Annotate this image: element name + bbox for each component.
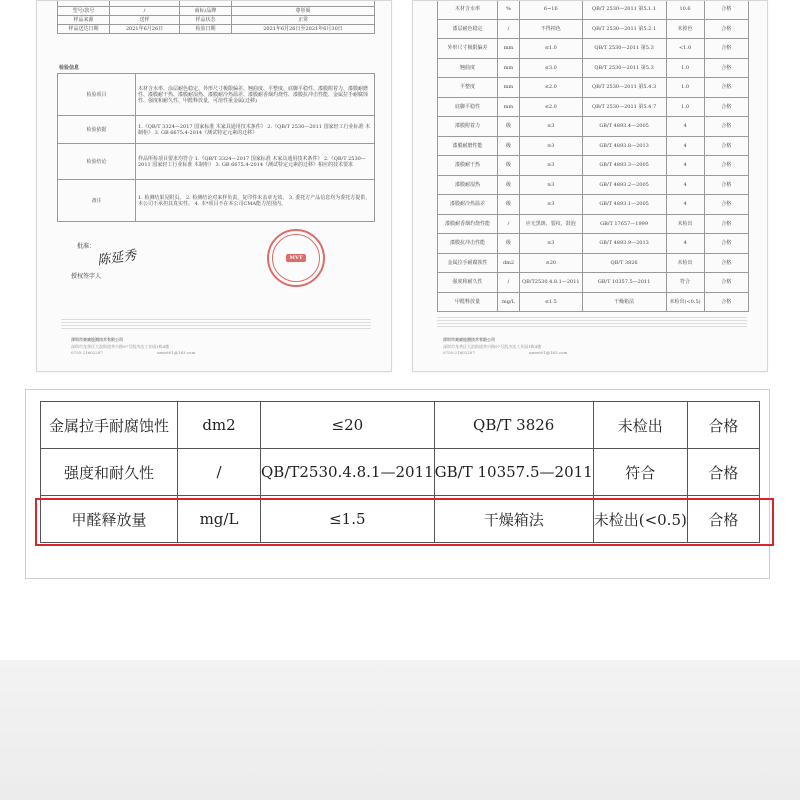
cell: 合格 [704, 175, 748, 195]
cell-verdict: 合格 [687, 449, 759, 496]
cell: 级 [498, 136, 520, 156]
table-row [438, 117, 749, 137]
table-row [438, 97, 749, 117]
cell: 漆膜耐香烟灼烧性能 [438, 214, 498, 234]
cell-value: 样品所检项目要求均符合 1.《QB/T 3324—2017 国家标准 木家具通用技术条件》 2.《QB/T 2530—2011 国家轻工行业标准 木制柜》 3. GB 6675.4-2014《测试特定元素的迁移》相应的技术要求 [136, 144, 375, 180]
cell: GB/T 4893.8—2013 [582, 136, 666, 156]
cell: ≤3.0 [520, 58, 583, 78]
cell: 样品送达日期 [58, 25, 110, 34]
table-row [438, 195, 749, 215]
cell: ≤20 [520, 253, 583, 273]
cell-requirement: QB/T2530.4.8.1—2011 [261, 449, 435, 496]
cell: 合格 [704, 273, 748, 293]
report-page-left [36, 0, 392, 372]
cell: mm [498, 97, 520, 117]
cell: ≤1.0 [520, 39, 583, 59]
footer-company: 深圳市麦威检测技术有限公司 [443, 337, 495, 342]
table-row [438, 175, 749, 195]
cell: ≤2.0 [520, 97, 583, 117]
cell-value: 木材含水率、涂层耐色稳定、外形尺寸极限偏差、翘曲度、平整度、底脚平稳性、漆膜附着力、漆膜耐磨性、漆膜耐干热、漆膜耐湿热、漆膜耐冷热温差、漆膜耐香烟灼烧性、漆膜抗冲击性能、金属拉手耐腐蚀性、强度和耐久性、甲醛释放量，可溶性重金属(迁移) [136, 74, 375, 116]
table-row [438, 39, 749, 59]
cell: % [498, 0, 520, 19]
cell: 合格 [704, 214, 748, 234]
cell: 1.0 [666, 58, 704, 78]
table-row [58, 116, 375, 144]
cell: 1.0 [666, 78, 704, 98]
divider [0, 618, 800, 660]
table-row [438, 156, 749, 176]
approve-label: 批准： [77, 243, 96, 250]
cell: 尊彤阁 [232, 7, 375, 16]
table-row [58, 25, 375, 34]
cell-result: 未检出(<0.5) [593, 496, 687, 543]
cell: 级 [498, 117, 520, 137]
table-row [438, 0, 749, 19]
cell: 合格 [704, 195, 748, 215]
cell: 漆膜耐冷热温差 [438, 195, 498, 215]
cell: / [498, 214, 520, 234]
cell: ≥3 [520, 117, 583, 137]
cell: 未检出 [666, 214, 704, 234]
cell: 符合 [666, 273, 704, 293]
table-row [438, 253, 749, 273]
signature: 陈延秀 [96, 248, 138, 269]
cell: 未掉色 [666, 19, 704, 39]
cell: ≥3 [520, 175, 583, 195]
table-row [438, 136, 749, 156]
cell: QB/T2530.4.8.1—2011 [520, 273, 583, 293]
cell: 正常 [232, 16, 375, 25]
cell: 合格 [704, 39, 748, 59]
cell: 合格 [704, 19, 748, 39]
cell: QB/T 2530—2011 第5.4.3 [582, 78, 666, 98]
cell: 合格 [704, 253, 748, 273]
cell: / [498, 273, 520, 293]
cell: 6~16 [520, 0, 583, 19]
cell: QB/T 2530—2011 第5.1.1 [582, 0, 666, 19]
stamp-logo: MVT [286, 254, 305, 262]
cell: ≥3 [520, 156, 583, 176]
cell-requirement: ≤20 [261, 402, 435, 449]
cell: mm [498, 58, 520, 78]
footer-phone: 0755-21602207 [71, 350, 103, 355]
cell-unit: dm2 [178, 402, 261, 449]
cell: dm2 [498, 253, 520, 273]
footer-phone: 0755-21602207 [443, 350, 475, 355]
cell: mm [498, 39, 520, 59]
cell: 商标/品牌 [180, 7, 232, 16]
cell: 漆膜耐磨性能 [438, 136, 498, 156]
cell: 级 [498, 195, 520, 215]
cell-verdict: 合格 [687, 402, 759, 449]
cell-value: 1. 检测结果见附页。 2. 检测结论对来样负责，复印件未盖章无效。 3. 委托方产品信息均为委托方提供，本公司不承担其真实性。 4. 本*项目不在本公司CMA能力范围内。 [136, 180, 375, 222]
cell: 合格 [704, 292, 748, 312]
cell-label: 检验结论 [58, 144, 136, 180]
cell: 应无黑斑、裂纹、鼓泡 [520, 214, 583, 234]
cell: GB/T 4893.2—2005 [582, 175, 666, 195]
cell: 漆膜附着力 [438, 117, 498, 137]
table-row [438, 292, 749, 312]
cell: 合格 [704, 117, 748, 137]
fine-print [61, 319, 371, 331]
cell: 合格 [704, 156, 748, 176]
cell-method: QB/T 3826 [434, 402, 593, 449]
footer-web: szmvt01@163.com [529, 350, 568, 355]
cell: 1.0 [666, 97, 704, 117]
cell: 底脚平稳性 [438, 97, 498, 117]
cell: 样品来源 [58, 16, 110, 25]
cell-result: 符合 [593, 449, 687, 496]
cell: 合格 [704, 234, 748, 254]
cell: / [498, 19, 520, 39]
results-table [437, 0, 749, 312]
cell: 4 [666, 136, 704, 156]
inspection-info-table [57, 73, 375, 222]
cell: 2021年6月26日 [110, 25, 180, 34]
cell-unit: / [178, 449, 261, 496]
table-row [58, 74, 375, 116]
cell: 10.6 [666, 0, 704, 19]
cell: QB/T 2530—2011 第5.3 [582, 39, 666, 59]
table-row [438, 214, 749, 234]
cell: 漆膜耐干热 [438, 156, 498, 176]
cell-unit: mg/L [178, 496, 261, 543]
cell: 级 [498, 175, 520, 195]
cell-requirement: ≤1.5 [261, 496, 435, 543]
footer-address: 深圳市龙华区大浪街道华兴路97号凯杰达工业园1栋4楼 [443, 344, 542, 349]
cell: 漆膜抗冲击性能 [438, 234, 498, 254]
report-page-right [412, 0, 768, 372]
cell-method: GB/T 10357.5—2011 [434, 449, 593, 496]
table-row [41, 496, 760, 543]
cell: 级 [498, 234, 520, 254]
cell: 漆膜耐湿热 [438, 175, 498, 195]
cell-item: 金属拉手耐腐蚀性 [41, 402, 178, 449]
cell: GB/T 10357.5—2011 [582, 273, 666, 293]
table-row [58, 7, 375, 16]
cell-value: 1.《QB/T 3324—2017 国家标准 木家具通用技术条件》 2.《QB/T 2530—2011 国家轻工行业标准 木制柜》 3. GB 6675.4-2014《测试特定元素的迁移》 [136, 116, 375, 144]
cell: QB/T 2530—2011 第5.4.7 [582, 97, 666, 117]
cell: GB/T 4893.1—2005 [582, 195, 666, 215]
cell: 检验日期 [180, 25, 232, 34]
cell: ≤2.0 [520, 78, 583, 98]
cell-method: 干燥箱法 [434, 496, 593, 543]
cell: QB/T 2530—2011 第5.3 [582, 58, 666, 78]
cell: mm [498, 78, 520, 98]
cell: mg/L [498, 292, 520, 312]
cell: ≤1.5 [520, 292, 583, 312]
table-row [438, 58, 749, 78]
cell: 合格 [704, 136, 748, 156]
cell: 木材含水率 [438, 0, 498, 19]
cell: 2021年6月26日至2021年6月30日 [232, 25, 375, 34]
cell-result: 未检出 [593, 402, 687, 449]
cell: ≥3 [520, 136, 583, 156]
cell-verdict: 合格 [687, 496, 759, 543]
table-row [41, 402, 760, 449]
cell: 4 [666, 234, 704, 254]
cell: ≥3 [520, 234, 583, 254]
cell: GB/T 17657—1999 [582, 214, 666, 234]
cell: GB/T 4893.3—2005 [582, 156, 666, 176]
cell: 4 [666, 117, 704, 137]
cell-label: 检验项目 [58, 74, 136, 116]
cell: 未检出 [666, 253, 704, 273]
cell: 送样 [110, 16, 180, 25]
cell: 外形尺寸极限偏差 [438, 39, 498, 59]
cell: 合格 [704, 0, 748, 19]
table-row [58, 180, 375, 222]
cell: ≥3 [520, 195, 583, 215]
cell: 合格 [704, 97, 748, 117]
cell: QB/T 3826 [582, 253, 666, 273]
cell: 4 [666, 156, 704, 176]
cell: 4 [666, 175, 704, 195]
cell: GB/T 4893.4—2005 [582, 117, 666, 137]
cell: 强度和耐久性 [438, 273, 498, 293]
table-row [438, 78, 749, 98]
cell: GB/T 4893.9—2013 [582, 234, 666, 254]
table-row [438, 19, 749, 39]
cell: / [110, 7, 180, 16]
footer-web: szmvt01@163.com [157, 350, 196, 355]
cell: 未检出(<0.5) [666, 292, 704, 312]
table-row [41, 449, 760, 496]
cell-item: 甲醛释放量 [41, 496, 178, 543]
cell: 甲醛释放量 [438, 292, 498, 312]
cell: 级 [498, 156, 520, 176]
cell: 翘曲度 [438, 58, 498, 78]
table-row [438, 234, 749, 254]
cell: 金属拉手耐腐蚀性 [438, 253, 498, 273]
cell: 漆层耐色稳定 [438, 19, 498, 39]
table-row [438, 273, 749, 293]
company-seal [267, 229, 325, 287]
cell-label: 备注 [58, 180, 136, 222]
cell: <1.0 [666, 39, 704, 59]
footer-address: 深圳市龙华区大浪街道华兴路97号凯杰达工业园1栋4楼 [71, 344, 170, 349]
bottom-section [0, 660, 800, 800]
cell: 不得掉色 [520, 19, 583, 39]
cell: 样品状态 [180, 16, 232, 25]
fine-print [437, 317, 747, 327]
cell: 平整度 [438, 78, 498, 98]
cell: QB/T 2530—2011 第5.2.1 [582, 19, 666, 39]
cell: 合格 [704, 58, 748, 78]
sample-info-table [57, 0, 375, 34]
cell-label: 检验依据 [58, 116, 136, 144]
cell: 合格 [704, 78, 748, 98]
zoomed-results-table [40, 401, 760, 543]
footer-company: 深圳市麦威检测技术有限公司 [71, 337, 123, 342]
table-row [58, 16, 375, 25]
cell: 4 [666, 195, 704, 215]
cell-item: 强度和耐久性 [41, 449, 178, 496]
signatory-label: 授权签字人 [71, 273, 102, 280]
table-row [58, 144, 375, 180]
section-title: 检验信息 [59, 65, 80, 71]
cell: 型号/款号 [58, 7, 110, 16]
cell: 干燥箱法 [582, 292, 666, 312]
